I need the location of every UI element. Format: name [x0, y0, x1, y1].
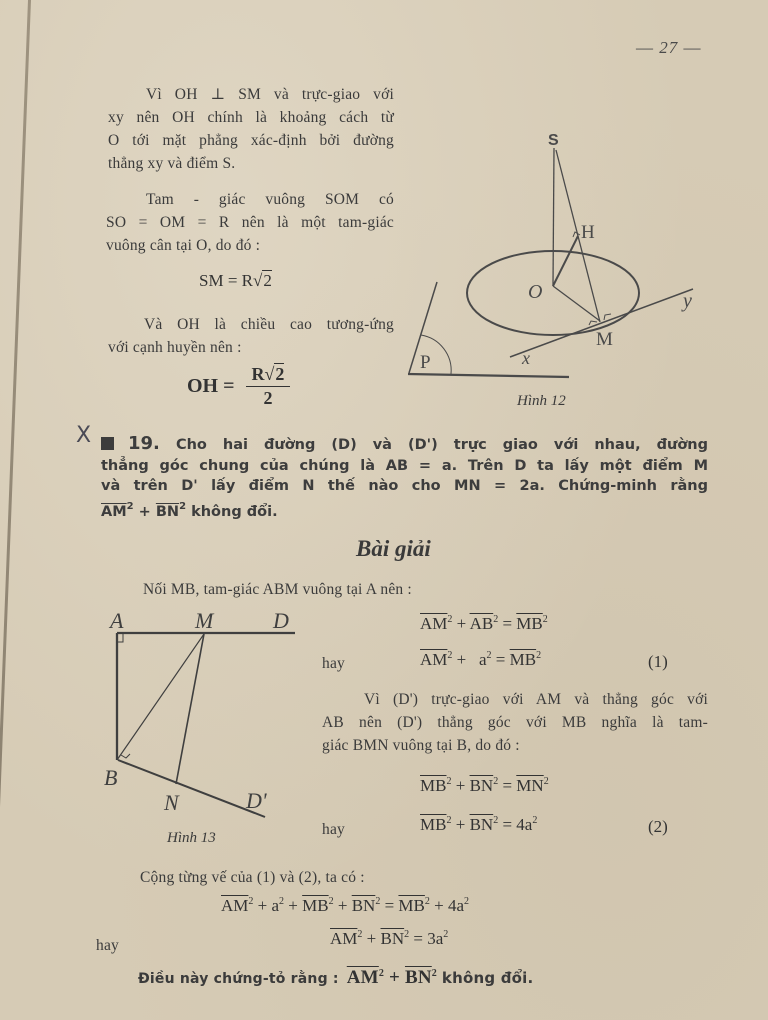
label-p: P [420, 352, 431, 373]
figure-13-caption: Hình 13 [167, 830, 216, 846]
text-line: thẳng xy và điểm S. [108, 155, 236, 172]
label-m: M [195, 608, 214, 633]
term: $\overline{AM}$ [330, 929, 358, 948]
radicand: 2 [275, 364, 285, 384]
term: $\overline{MB}$ [516, 614, 543, 633]
eq2b-prefix: hay [322, 821, 345, 838]
text-line: giác BMN vuông tại B, do đó : [322, 737, 520, 754]
text-line: xy nên OH chính là khoảng cách từ [108, 109, 394, 126]
term: $\overline{AM}$ [346, 967, 379, 988]
term: $\overline{AM}$ [221, 896, 249, 915]
exponent: 2 [542, 614, 548, 625]
label-d: D [273, 608, 289, 633]
label-a: A [110, 608, 124, 633]
term: $\overline{BN}$ [380, 929, 405, 948]
sqrt-sign: √ [253, 271, 263, 290]
eq4-prefix: hay [96, 937, 119, 954]
equation-tag-2: (2) [648, 817, 668, 836]
conclusion-tail: không đổi. [441, 969, 534, 987]
exponent: 2 [424, 896, 430, 907]
label-m: M [596, 329, 613, 350]
figure-12-caption: Hình 12 [517, 393, 566, 409]
exercise-line: và trên D' lấy điểm N thế nào cho MN = 2a. Chứng-minh rằng [101, 478, 708, 494]
term: $\overline{AM}$ [420, 614, 448, 633]
exponent: 2 [464, 896, 470, 907]
label-d-prime: D' [246, 788, 267, 813]
label-x: x [522, 348, 530, 368]
exponent: 2 [279, 896, 285, 907]
solution-paragraph [322, 688, 708, 757]
conclusion-expression: $\overline{AM}^2 + \overline{BN}^2$ [346, 967, 437, 988]
figure-12-diagram [0, 0, 768, 420]
exponent: 2 [404, 929, 410, 940]
term-am: $\overline{AM}$ [101, 503, 127, 520]
solution-heading: Bài giải [356, 536, 431, 561]
term: 4a [516, 815, 533, 834]
page-number-dash-right: — [683, 38, 702, 57]
exponent: 2 [543, 776, 549, 787]
text-line: AB nên (D') thẳng góc với MB nghĩa là tam- [322, 714, 708, 731]
exercise-line [101, 497, 708, 523]
equation-lhs: SM = R [199, 271, 253, 290]
exponent: 2 [493, 815, 499, 826]
exponent: 2 [431, 968, 437, 979]
solution-intro: Nối MB, tam-giác ABM vuông tại A nên : [143, 581, 412, 598]
term: $\overline{BN}$ [404, 967, 432, 988]
label-h: H [581, 222, 595, 243]
numerator-r: R [251, 364, 265, 384]
exponent: 2 [126, 500, 134, 512]
equation-2b: $\overline{MB}^2 + \overline{BN}^2 = 4a^2$ [420, 815, 538, 834]
square-bullet-icon [101, 437, 114, 450]
term: $\overline{MN}$ [516, 776, 544, 795]
label-n: N [164, 790, 179, 815]
term: $\overline{AB}$ [469, 614, 494, 633]
exercise-text: Cho hai đường (D) và (D') trực giao với nhau, đường [175, 437, 708, 453]
term: $\overline{BN}$ [351, 896, 376, 915]
conclusion-lead: Điều này chứng-tỏ rằng : [138, 971, 339, 987]
text-line: Tam - giác vuông SOM có [146, 191, 394, 208]
text-line: Và OH là chiều cao tương-ứng [144, 316, 394, 333]
equation-3: $\overline{AM}^2 + a^2 + \overline{MB}^2 + \overline{BN}^2 = \overline{MB}^2 + 4a^2$ [221, 896, 470, 915]
term: a [479, 650, 487, 669]
term: $\overline{BN}$ [469, 776, 494, 795]
term: $\overline{MB}$ [509, 650, 537, 669]
handwritten-x-mark: X [76, 423, 92, 448]
term: 4a [447, 896, 465, 915]
exponent: 2 [446, 776, 452, 787]
exponent: 2 [536, 650, 542, 661]
conclusion [138, 962, 533, 991]
term: $\overline{AM}$ [420, 650, 448, 669]
exercise-line: thẳng góc chung của chúng là AB = a. Trên D ta lấy một điểm M [101, 457, 708, 474]
fraction-numerator: R√2 [246, 364, 291, 387]
exercise-19 [101, 434, 708, 522]
text-line: vuông cân tại O, do đó : [106, 237, 261, 254]
radicand: 2 [263, 271, 272, 290]
term-bn: $\overline{BN}$ [155, 503, 180, 520]
label-o: O [528, 281, 543, 303]
equation-1b: $\overline{AM}^2 + a^2 = \overline{MB}^2$ [420, 650, 542, 669]
exponent: 2 [443, 929, 449, 940]
term: $\overline{BN}$ [469, 815, 494, 834]
exponent: 2 [446, 815, 452, 826]
exponent: 2 [357, 929, 363, 940]
exponent: 2 [328, 896, 334, 907]
equation-tag-1: (1) [648, 652, 668, 671]
term: $\overline{MB}$ [420, 815, 447, 834]
label-y: y [683, 290, 692, 312]
term: $\overline{MB}$ [302, 896, 329, 915]
exponent: 2 [493, 614, 499, 625]
equation-4: $\overline{AM}^2 + \overline{BN}^2 = 3a^2$ [330, 929, 449, 948]
exponent: 2 [486, 650, 492, 661]
term: a [271, 896, 280, 915]
fraction-denominator: 2 [263, 388, 273, 408]
exponent: 2 [532, 815, 538, 826]
sum-intro: Cộng từng vế của (1) và (2), ta có : [140, 869, 365, 886]
text-line: với cạnh huyền nên : [108, 339, 242, 356]
page-number-dash-left: — [636, 38, 654, 57]
term: $\overline{MB}$ [420, 776, 447, 795]
equation-1a: $\overline{AM}^2 + \overline{AB}^2 = \overline{MB}^2$ [420, 614, 548, 633]
exercise-number: 19. [128, 433, 160, 454]
text-line: SO = OM = R nên là một tam-giác [106, 214, 394, 231]
exercise-line [101, 434, 708, 456]
term: $\overline{MB}$ [398, 896, 425, 915]
label-s: S [548, 132, 559, 149]
exponent: 2 [447, 650, 453, 661]
page-number-value: 27 [659, 38, 679, 57]
equation-2a: $\overline{MB}^2 + \overline{BN}^2 = \overline{MN}^2$ [420, 776, 549, 795]
exponent: 2 [378, 968, 385, 979]
exponent: 2 [179, 500, 187, 512]
exponent: 2 [375, 896, 381, 907]
text-line: O tới mặt phẳng xác-định bởi đường [108, 132, 394, 149]
tail-text: không đổi. [186, 503, 278, 520]
equation-lhs: OH = [187, 375, 235, 397]
exponent: 2 [248, 896, 254, 907]
exponent: 2 [493, 776, 499, 787]
eq1b-prefix: hay [322, 655, 345, 672]
text-line: Vì OH ⊥ SM và trực-giao với [146, 86, 394, 103]
plus: + [133, 503, 156, 520]
term: 3a [427, 929, 444, 948]
text-line: Vì (D') trực-giao với AM và thẳng góc với [364, 691, 708, 708]
exponent: 2 [447, 614, 453, 625]
label-b: B [104, 765, 118, 790]
